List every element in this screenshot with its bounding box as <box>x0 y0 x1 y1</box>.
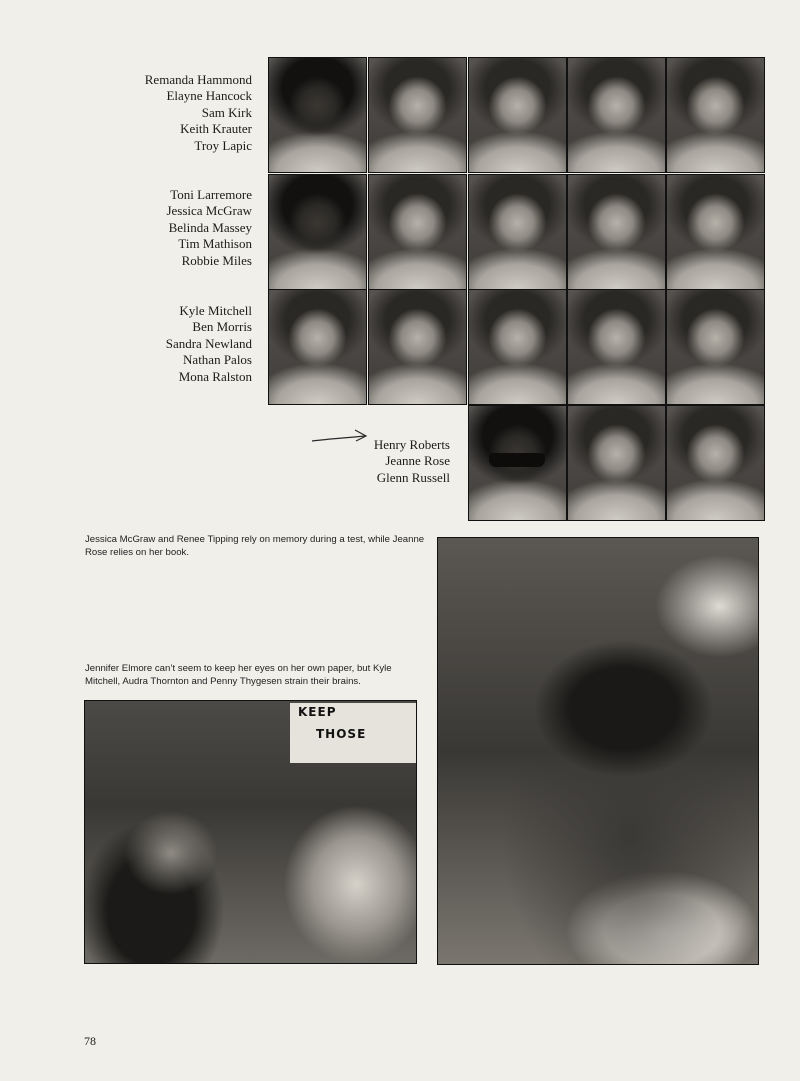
portrait-photo <box>567 57 666 173</box>
portrait-photo <box>666 289 765 405</box>
student-name: Mona Ralston <box>178 368 252 384</box>
portrait-photo <box>368 57 467 173</box>
caption-eyes: Jennifer Elmore can’t seem to keep her eyes on her own paper, but Kyle Mitchell, Audra Thornton and Penny Thygesen strain their brains. <box>85 663 392 688</box>
caption-test: Jessica McGraw and Renee Tipping rely on memory during a test, while Jeanne Rose relies on her book. <box>85 534 425 559</box>
portrait-photo <box>268 289 367 405</box>
classroom-photo-right <box>437 537 759 965</box>
student-name: Sandra Newland <box>165 335 252 351</box>
student-name: Troy Lapic <box>194 137 252 153</box>
portrait-photo <box>567 174 666 290</box>
portrait-photo <box>268 57 367 173</box>
student-name: Ben Morris <box>192 319 252 335</box>
sign-line: THOSE <box>316 727 367 741</box>
student-name: Sam Kirk <box>201 104 252 120</box>
sunglasses-shape <box>489 453 545 467</box>
page-number: 78 <box>84 1034 96 1048</box>
portrait-photo <box>468 405 567 521</box>
portrait-photo <box>567 405 666 521</box>
student-name: Jessica McGraw <box>166 203 252 219</box>
portrait-photo <box>666 405 765 521</box>
name-list-row-3 <box>166 303 252 385</box>
classroom-photo-left <box>84 700 417 964</box>
portrait-photo <box>666 57 765 173</box>
name-list-row-1 <box>145 72 252 154</box>
portrait-photo <box>368 174 467 290</box>
student-name: Glenn Russell <box>376 469 450 485</box>
portrait-photo <box>468 289 567 405</box>
student-name: Jeanne Rose <box>385 453 450 469</box>
portrait-grid <box>268 57 762 522</box>
portrait-photo <box>368 289 467 405</box>
classroom-sign <box>290 703 416 763</box>
student-name: Kyle Mitchell <box>179 303 252 318</box>
sign-line: KEEP <box>298 705 337 719</box>
portrait-photo <box>268 174 367 290</box>
student-name: Nathan Palos <box>183 352 252 368</box>
portrait-photo <box>468 57 567 173</box>
portrait-photo <box>567 289 666 405</box>
portrait-photo <box>666 174 765 290</box>
student-name: Belinda Massey <box>168 219 252 235</box>
student-name: Tim Mathison <box>178 236 252 252</box>
student-name: Keith Krauter <box>180 121 252 137</box>
student-name: Remanda Hammond <box>144 72 252 87</box>
student-name: Toni Larremore <box>170 187 252 202</box>
portrait-photo <box>468 174 567 290</box>
student-name: Henry Roberts <box>373 437 450 452</box>
student-name: Robbie Miles <box>181 252 252 268</box>
student-name: Elayne Hancock <box>166 88 252 104</box>
name-list-row-2 <box>166 187 252 269</box>
